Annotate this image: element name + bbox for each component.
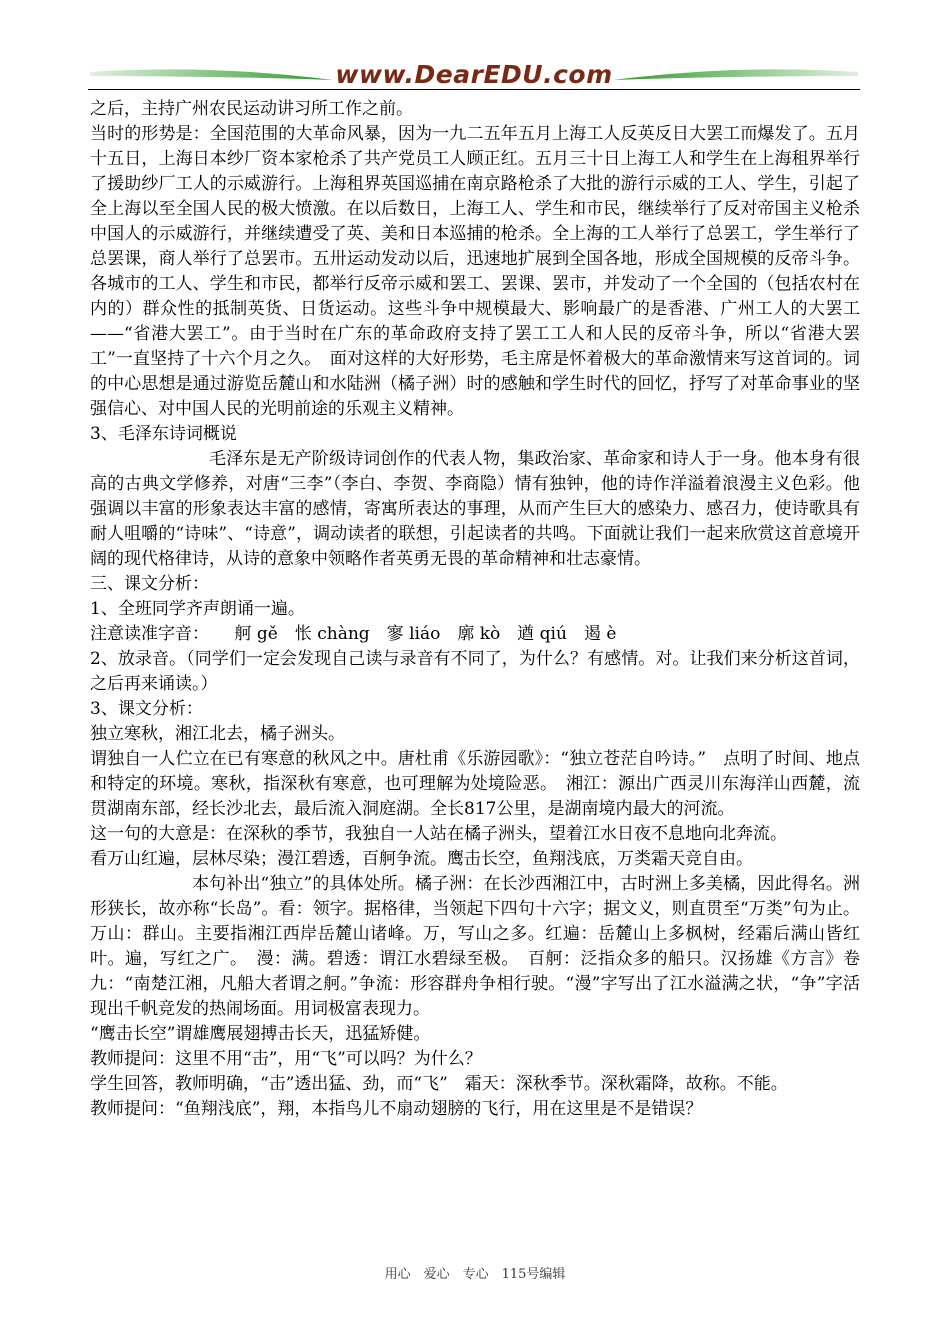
paragraph-eagle: “鹰击长空”谓雄鹰展翅搏击长天，迅猛矫健。 <box>90 1024 431 1044</box>
paragraph-2: 当时的形势是：全国范围的大革命风暴，因为一九二五年五月上海工人反英反日大罢工而爆发了。五月十五日，上海日本纱厂资本家枪杀了共产党员工人顾正红。五月三十日上海工人和学生在上海租界举行了援助纱厂工人的示威游行。上海租界英国巡捕在南京路枪杀了大批的游行示威的工人、学生，引起了全上海以至全国人民的极大愤激。在以后数日，上海工人、学生和市民，继续举行了反对帝国主义枪杀中国人的示威游行，并继续遭受了英、美和日本巡捕的枪杀。全上海的工人举行了总罢工，学生举行了总罢课，商人举行了总罢市。五卅运动发动以后，迅速地扩展到全国各地，形成全国规模的反帝斗争。各城市的工人、学生和市民，都举行反帝示威和罢工、罢课、罢市，并发动了一个全国的（包括农村在内的）群众性的抵制英货、日货运动。这些斗争中规模最大、影响最广的是香港、广州工人的大罢工——“省港大罢工”。由于当时在广东的革命政府支持了罢工工人和人民的反帝斗争，所以“省港大罢工”一直坚持了十六个月之久。 面对这样的大好形势，毛主席是怀着极大的革命激情来写这首词的。词的中心思想是通过游览岳麓山和水陆洲（橘子洲）时的感触和学生时代的回忆，抒写了对革命事业的坚强信心、对中国人民的光明前途的乐观主义精神。 <box>90 124 860 419</box>
paragraph-poetry-overview: 毛泽东是无产阶级诗词创作的代表人物，集政治家、革命家和诗人于一身。他本身有很高的古典文学修养，对唐“三李”（李白、李贺、李商隐）情有独钟，他的诗作洋溢着浪漫主义色彩。他强调以丰富的形象表达丰富的感情，寄寓所表达的事理，从而产生巨大的感染力、感召力，使诗歌具有耐人咀嚼的“诗味”、“诗意”，调动读者的联想，引起读者的共鸣。下面就让我们一起来欣赏这首意境开阔的现代格律诗，从诗的意象中领略作者英勇无畏的革命精神和壮志豪情。 <box>90 449 860 569</box>
site-name: www.DearEDU.com <box>335 60 613 89</box>
page-footer: 用心 爱心 专心 115号编辑 <box>384 1267 566 1282</box>
header-rule <box>88 89 860 90</box>
paragraph-meaning-1: 这一句的大意是：在深秋的季节，我独自一人站在橘子洲头，望着江水日夜不息地向北奔流。 <box>90 824 787 844</box>
paragraph-annotation-2: 本句补出“独立”的具体处所。橘子洲：在长沙西湘江中，古时洲上多美橘，因此得名。洲形狭长，故亦称“长岛”。看：领字。据格律，当领起下四句十六字；据文义，则直贯至“万类”句为止。万山：群山。主要指湘江西岸岳麓山诸峰。万，写山之多。红遍：岳麓山上多枫树，经霜后满山皆红叶。遍，写红之广。 漫：满。碧透：谓江水碧绿至极。 百舸：泛指众多的船只。汉扬雄《方言》卷九：“南楚江湘，凡船大者谓之舸。”争流：形容群舟争相行驶。“漫”字写出了江水溢满之状，“争”字活现出千帆竞发的热闹场面。用词极富表现力。 <box>90 874 860 1019</box>
teacher-question-1: 教师提问：这里不用“击”，用“飞”可以吗？为什么？ <box>90 1049 482 1069</box>
student-answer-1: 学生回答，教师明确，“击”透出猛、劲，而“飞” 霜天：深秋季节。深秋霜降，故称。不能。 <box>90 1074 788 1094</box>
teacher-question-2: 教师提问：“鱼翔浅底”，翔，本指鸟儿不扇动翅膀的飞行，用在这里是不是错误？ <box>90 1099 703 1119</box>
step-analysis: 3、课文分析： <box>90 699 203 719</box>
paragraph-1: 之后，主持广州农民运动讲习所工作之前。 <box>90 99 413 119</box>
step-recording: 2、放录音。（同学们一定会发现自己读与录音有不同了，为什么？有感情。对。让我们来分析这首词，之后再来诵读。） <box>90 649 860 694</box>
poem-line-2: 看万山红遍，层林尽染；漫江碧透，百舸争流。鹰击长空，鱼翔浅底，万类霜天竞自由。 <box>90 849 753 869</box>
section-heading-poetry-overview: 3、毛泽东诗词概说 <box>90 424 237 444</box>
pronunciation-note: 注意读准字音： 舸 gě 怅 chàng 寥 liáo 廓 kò 遒 qiú 遏 è <box>90 624 617 644</box>
document-body <box>90 97 860 1122</box>
paragraph-annotation-1: 谓独自一人伫立在已有寒意的秋风之中。唐杜甫《乐游园歌》：“独立苍茫自吟诗。” 点明了时间、地点和特定的环境。寒秋，指深秋有寒意，也可理解为处境险恶。 湘江：源出广西灵川东海洋山西麓，流贯湖南东部，经长沙北去，最后流入洞庭湖。全长817公里，是湖南境内最大的河流。 <box>90 749 860 819</box>
section-heading-text-analysis: 三、课文分析： <box>90 574 209 594</box>
page-header <box>88 58 860 102</box>
poem-line-1: 独立寒秋，湘江北去，橘子洲头。 <box>90 724 345 744</box>
step-recite: 1、全班同学齐声朗诵一遍。 <box>90 599 305 619</box>
